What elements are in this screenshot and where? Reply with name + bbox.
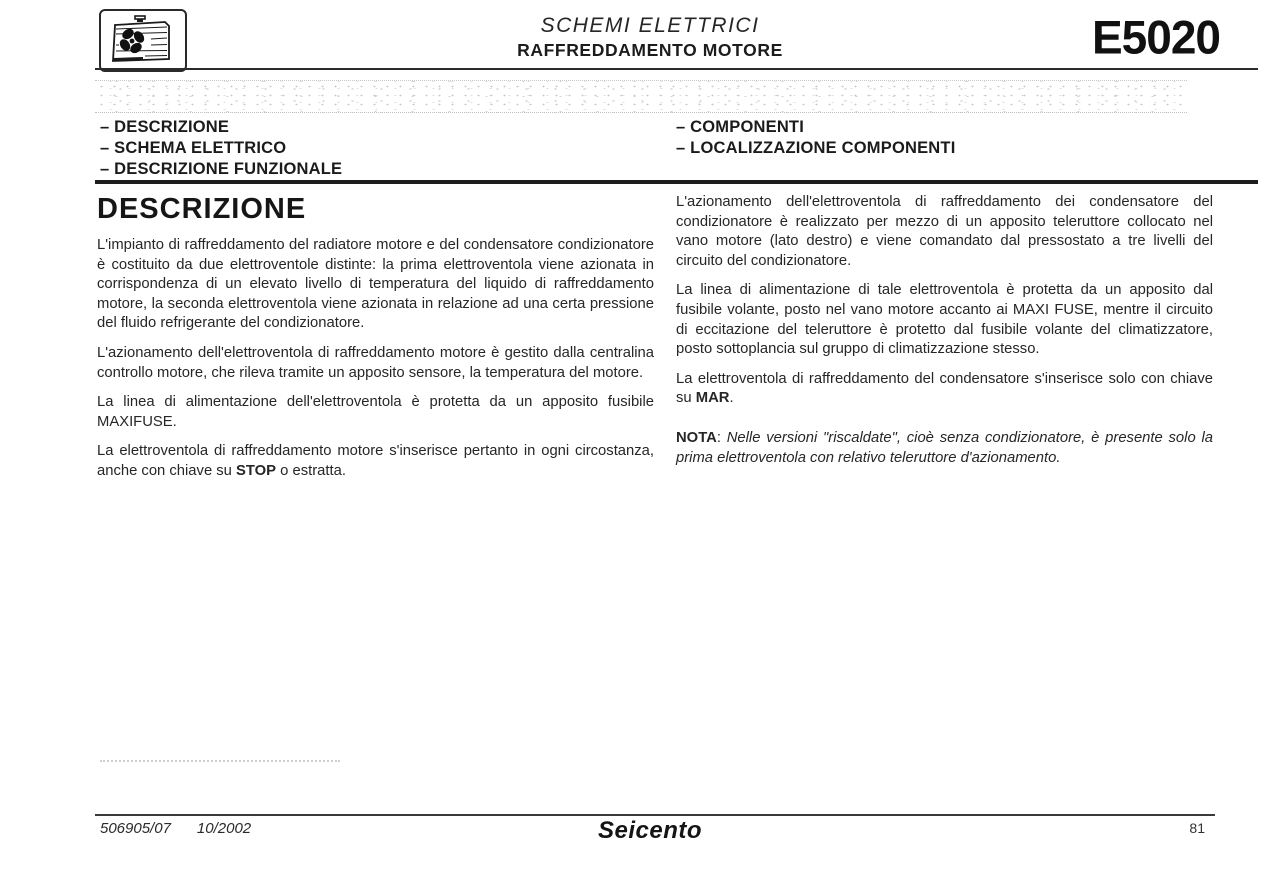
left-paragraphs xyxy=(97,236,654,482)
doc-number: 506905/07 xyxy=(100,820,171,837)
index-item: – DESCRIZIONE xyxy=(100,118,230,136)
paragraph: La elettroventola di raffreddamento motore s'inserisce pertanto in ogni circostanza, anche con chiave su STOP o estratta. xyxy=(97,443,654,479)
section-divider-rule xyxy=(95,180,1258,184)
paragraph: L'azionamento dell'elettroventola di raffreddamento dei condensatore del condizionatore è realizzato per mezzo di un apposito teleruttore collocato nel vano motore (lato destro) e viene comandato dal pressostato a tre livelli del circuito del condizionatore. xyxy=(676,194,1213,269)
doc-date: 10/2002 xyxy=(196,820,252,837)
index-item: – SCHEMA ELETTRICO xyxy=(100,139,287,157)
page-code: E5020 xyxy=(1091,10,1220,64)
page-number: 81 xyxy=(1189,820,1205,836)
footer-rule xyxy=(95,814,1215,816)
left-column xyxy=(97,193,654,492)
right-column xyxy=(676,193,1213,478)
index-list-right xyxy=(676,117,955,159)
paragraph: NOTA: Nelle versioni "riscaldate", cioè senza condizionatore, è presente solo la prima elettroventola con relativo teleruttore d'azionamento. xyxy=(676,429,1213,466)
paragraph: La linea di alimentazione di tale elettroventola è protetta da un apposito dal fusibile volante, posto nel vano motore accanto ai MAXI FUSE, mentre il circuito di eccitazione del teleruttore è protetto dal fusibile volante del climatizzatore, posto sottoplancia sul gruppo di climatizzazione stesso. xyxy=(676,282,1213,358)
scan-artifact-dots xyxy=(100,760,340,762)
model-name: Seicento xyxy=(597,817,703,844)
index-item: – COMPONENTI xyxy=(676,118,804,136)
index-item: – LOCALIZZAZIONE COMPONENTI xyxy=(676,139,956,157)
footer-doc-info xyxy=(100,820,251,837)
right-paragraphs xyxy=(676,193,1213,468)
paragraph: La linea di alimentazione dell'elettroventola è protetta da un apposito fusibile MAXIFUSE. xyxy=(97,394,654,430)
section-title: SCHEMI ELETTRICI xyxy=(540,14,760,37)
header-titles xyxy=(370,14,930,61)
index-item: – DESCRIZIONE FUNZIONALE xyxy=(100,160,343,178)
paragraph: L'impianto di raffreddamento del radiatore motore e del condensatore condizionatore è costituito da due elettroventole distinte: la prima elettroventola viene azionata in corrispondenza di un elevato livello di temperatura del liquido di raffreddamento motore, la seconda elettroventola viene azionata in relazione ad una certa pressione del fluido refrigerante del condizionatore. xyxy=(97,237,654,332)
section-subtitle: RAFFREDDAMENTO MOTORE xyxy=(517,40,783,60)
radiator-fan-icon xyxy=(99,9,187,72)
paragraph: La elettroventola di raffreddamento del condensatore s'inserisce solo con chiave su MAR. xyxy=(676,370,1213,407)
radiator-fan-glyph xyxy=(105,15,181,67)
paragraph: L'azionamento dell'elettroventola di raffreddamento motore è gestito dalla centralina controllo motore, che rileva tramite un apposito sensore, la temperatura del motore. xyxy=(97,344,654,381)
scan-noise-band xyxy=(95,80,1187,113)
index-list-left xyxy=(100,117,342,180)
header-rule xyxy=(95,68,1258,70)
section-heading: DESCRIZIONE xyxy=(97,193,307,225)
